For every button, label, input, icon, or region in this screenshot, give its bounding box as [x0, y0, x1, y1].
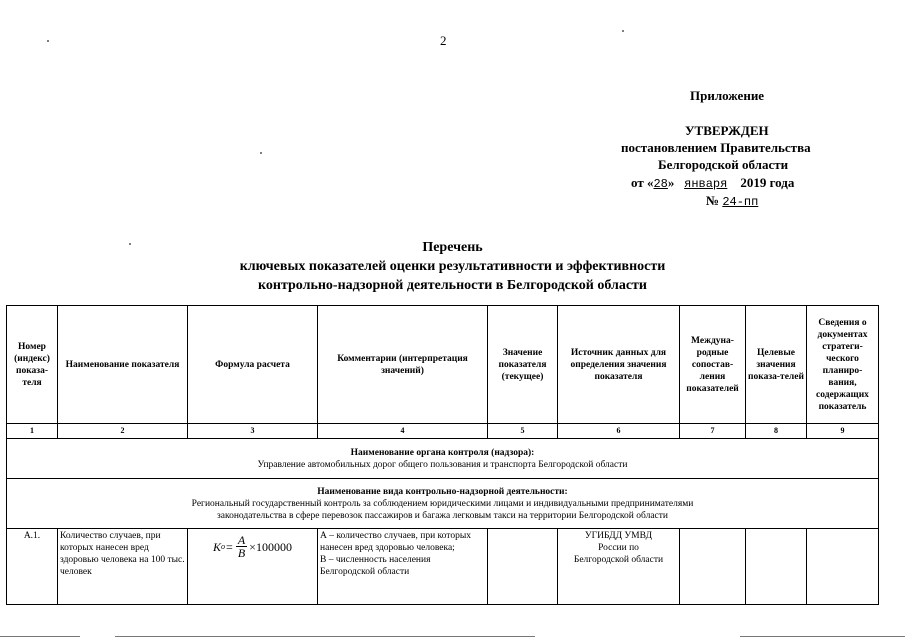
document-title	[0, 238, 905, 295]
col-num-6: 6	[558, 424, 680, 439]
row-documents	[807, 529, 879, 605]
activity-type-text-2: законодательства в сфере перевозок пассажиров и багажа легковым такси на территории Белгородской области	[216, 510, 669, 521]
number-prefix: №	[706, 193, 720, 208]
row-formula	[188, 529, 318, 605]
control-body-cell	[7, 439, 879, 479]
activity-type-text-1: Региональный государственный контроль за соблюдением юридическими лицами и индивидуальными предпринимателями	[191, 498, 694, 509]
source-line-3: Белгородской области	[573, 555, 664, 565]
row-comments	[318, 529, 488, 605]
title-line-2: ключевых показателей оценки результативности и эффективности	[239, 259, 666, 274]
column-number-row	[7, 424, 879, 439]
source-line-1: УГИБДД УМВД	[584, 531, 653, 541]
formula-sub: о	[221, 541, 226, 551]
source-line-2: России по	[598, 543, 639, 553]
control-body-heading: Наименование органа контроля (надзора):	[350, 447, 535, 458]
approval-number	[706, 193, 758, 209]
row-source	[558, 529, 680, 605]
col-num-4: 4	[318, 424, 488, 439]
approval-line-1: постановлением Правительства	[621, 140, 811, 155]
header-international: Междуна-родные сопостав-ления показателей	[680, 306, 746, 424]
formula-denominator: B	[237, 546, 246, 560]
date-prefix: от «	[631, 175, 654, 190]
header-source: Источник данных для определения значения показателя	[558, 306, 680, 424]
scan-edge-right	[740, 636, 905, 637]
date-year: 2019 года	[740, 175, 795, 190]
title-line-1: Перечень	[422, 240, 483, 255]
table-row	[7, 529, 879, 605]
date-day: 28	[653, 177, 668, 191]
activity-type-cell	[7, 479, 879, 529]
scan-speck	[47, 40, 49, 42]
col-num-3: 3	[188, 424, 318, 439]
scan-edge-middle	[115, 636, 535, 637]
scan-edge-left	[0, 636, 80, 637]
col-num-1: 1	[7, 424, 58, 439]
comment-line-2: В – численность населения Белгородской области	[320, 555, 431, 577]
col-num-2: 2	[58, 424, 188, 439]
formula-lhs: K	[213, 539, 222, 554]
formula	[190, 530, 315, 559]
number-value: 24-пп	[722, 195, 759, 209]
formula-numerator: A	[237, 533, 246, 547]
header-comments: Комментарии (интерпретация значений)	[318, 306, 488, 424]
header-formula: Формула расчета	[188, 306, 318, 424]
date-mid: »	[667, 175, 675, 190]
activity-type-heading: Наименование вида контрольно-надзорной деятельности:	[317, 486, 568, 497]
scan-speck	[129, 243, 131, 245]
col-num-5: 5	[488, 424, 558, 439]
activity-type-row	[7, 479, 879, 529]
date-month: января	[684, 177, 728, 191]
col-num-7: 7	[680, 424, 746, 439]
header-index: Номер (индекс) показа-теля	[7, 306, 58, 424]
formula-eq: =	[226, 539, 233, 554]
approved-label: УТВЕРЖДЕН	[685, 123, 769, 138]
approval-line-2: Белгородской области	[658, 157, 789, 172]
header-row	[7, 306, 879, 424]
control-body-row	[7, 439, 879, 479]
scan-speck	[622, 30, 624, 32]
header-documents: Сведения о документах стратеги-ческого планиро-вания, содержащих показатель	[807, 306, 879, 424]
formula-rhs: ×100000	[249, 539, 292, 554]
page-number: 2	[440, 33, 447, 48]
header-name: Наименование показателя	[58, 306, 188, 424]
title-line-3: контрольно-надзорной деятельности в Белгородской области	[258, 278, 647, 293]
formula-fraction	[236, 534, 247, 559]
header-value: Значение показателя (текущее)	[488, 306, 558, 424]
approval-date	[631, 175, 794, 191]
appendix-label: Приложение	[690, 88, 765, 103]
indicators-table	[6, 305, 879, 605]
comment-line-1: А – количество случаев, при которых нанесен вред здоровью человека;	[320, 531, 471, 553]
col-num-9: 9	[807, 424, 879, 439]
row-name: Количество случаев, при которых нанесен вред здоровью человека на 100 тыс. человек	[58, 529, 188, 605]
row-international	[680, 529, 746, 605]
row-target	[746, 529, 807, 605]
scan-speck	[260, 152, 262, 154]
row-value	[488, 529, 558, 605]
col-num-8: 8	[746, 424, 807, 439]
header-target: Целевые значения показа-телей	[746, 306, 807, 424]
control-body-text: Управление автомобильных дорог общего пользования и транспорта Белгородской области	[257, 459, 628, 470]
row-index: А.1.	[7, 529, 58, 605]
